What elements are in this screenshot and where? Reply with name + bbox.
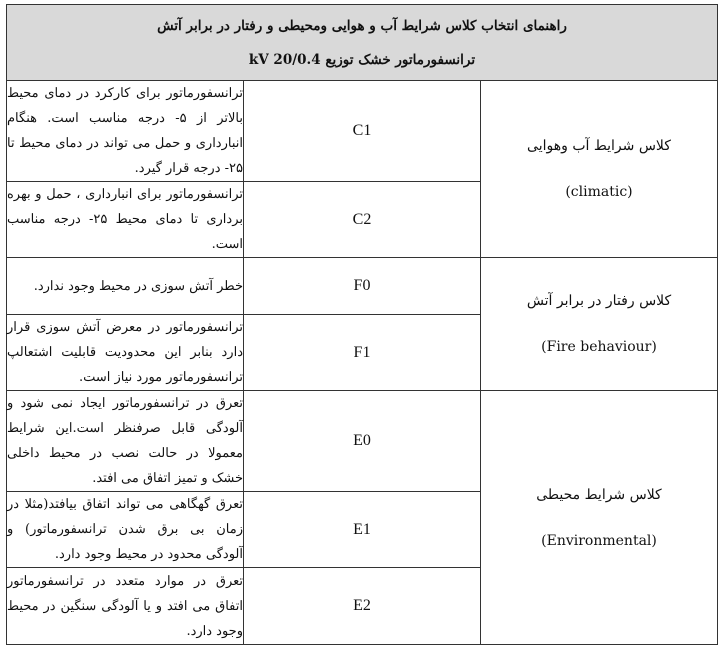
class-code-e1: E1 (244, 492, 481, 568)
class-desc-f1: ترانسفورماتور در معرض آتش سوزی قرار دارد بنابر این محدودیت قابلیت اشتعالپ ترانسفورماتور مورد نیاز است. (7, 315, 244, 391)
climatic-class-name-fa: کلاس شرایط آب وهوایی (527, 138, 671, 154)
title-line-1: راهنمای انتخاب کلاس شرایط آب و هوایی ومحیطی و رفتار در برابر آتش (157, 17, 567, 34)
table-row (7, 391, 718, 492)
climatic-class-label (481, 81, 718, 258)
title-line-2: ترانسفورماتور خشک توزیع 20/0.4 kV (248, 51, 476, 68)
fire-class-name-fa: کلاس رفتار در برابر آتش (526, 293, 672, 309)
title-row (7, 5, 718, 81)
table-row (7, 258, 718, 315)
climate-class-guide-table (6, 4, 718, 645)
fire-class-name-en: (Fire behaviour) (541, 339, 657, 355)
environmental-class-label (481, 391, 718, 645)
table-title (7, 5, 718, 81)
class-desc-e2: تعرق در موارد متعدد در ترانسفورماتور اتفاق می افتد و یا آلودگی سنگین در محیط وجود دارد. (7, 568, 244, 645)
fire-class-label (481, 258, 718, 391)
class-code-f1: F1 (244, 315, 481, 391)
class-code-f0: F0 (244, 258, 481, 315)
class-desc-e0: تعرق در ترانسفورماتور ایجاد نمی شود و آلودگی قابل صرفنظر است.این شرایط معمولا در حالت نصب در محیط داخلی خشک و تمیز اتفاق می افتد. (7, 391, 244, 492)
table-row (7, 81, 718, 182)
class-desc-c1: ترانسفورماتور برای کارکرد در دمای محیط بالاتر از ۵- درجه مناسب است. هنگام انبارداری و حمل می تواند در دمای محیط تا ۲۵- درجه قرار گیرد. (7, 81, 244, 182)
climatic-class-name-en: (climatic) (565, 184, 633, 200)
class-desc-f0: خطر آتش سوزی در محیط وجود ندارد. (7, 258, 244, 315)
environmental-class-name-fa: کلاس شرایط محیطی (536, 486, 662, 503)
class-code-e2: E2 (244, 568, 481, 645)
class-desc-e1: تعرق گهگاهی می تواند اتفاق بیافتد(مثلا در زمان بی برق شدن ترانسفورماتور) و آلودگی محدود در محیط وجود دارد. (7, 492, 244, 568)
class-code-c1: C1 (244, 81, 481, 182)
class-code-c2: C2 (244, 182, 481, 258)
environmental-class-name-en: (Environmental) (541, 532, 657, 549)
class-code-e0: E0 (244, 391, 481, 492)
class-desc-c2: ترانسفورماتور برای انبارداری ، حمل و بهره برداری تا دمای محیط ۲۵- درجه مناسب است. (7, 182, 244, 258)
